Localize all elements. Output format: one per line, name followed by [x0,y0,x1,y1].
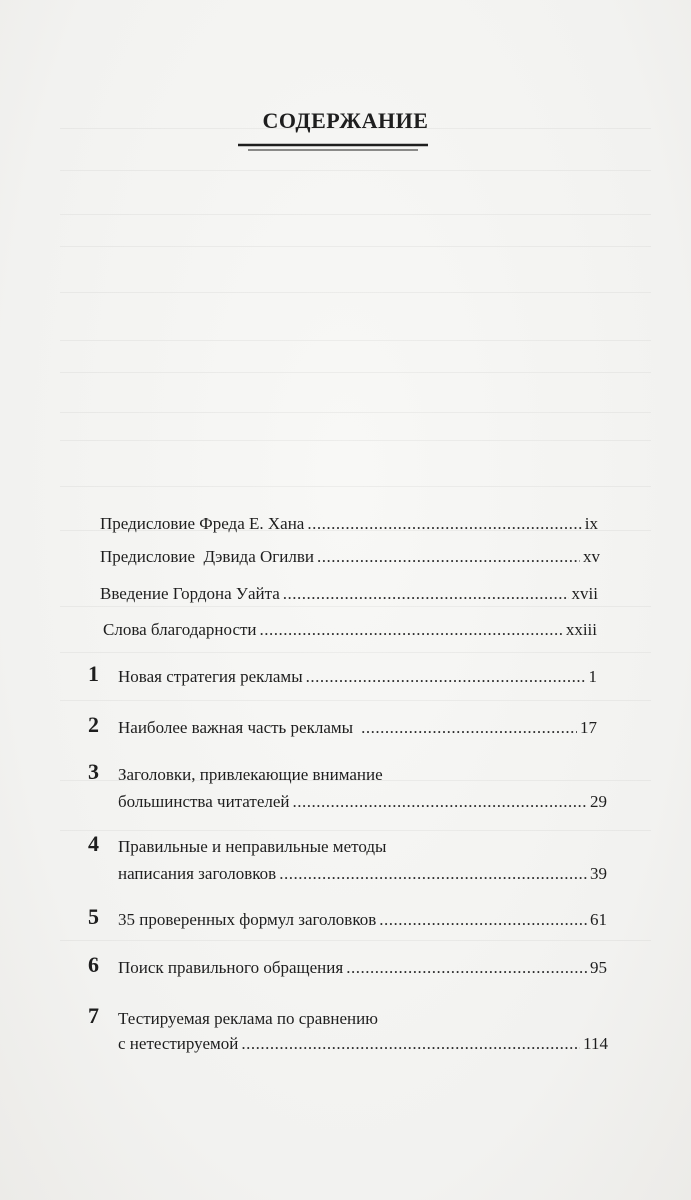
chapter-title-line-1: Тестируемая реклама по сравнению [118,1009,378,1028]
leader-dots [241,1032,580,1056]
chapter-number: 3 [88,759,99,784]
toc-entry-page: xxiii [565,620,597,639]
chapter-number: 2 [88,712,99,737]
chapter-title-line-1: Заголовки, привлекающие внимание [118,765,383,784]
toc-chapter-6[interactable] [118,956,607,980]
toc-entry-acknowledgements[interactable] [103,618,597,642]
toc-chapter-4[interactable] [118,862,607,886]
chapter-number: 4 [88,831,99,856]
chapter-title-line-1: Правильные и неправильные методы [118,837,387,856]
title-underline-ornament [238,140,428,154]
chapter-title: Новая стратегия рекламы [118,667,303,686]
chapter-page: 29 [590,792,607,811]
leader-dots [379,908,587,932]
toc-chapter-1[interactable] [118,665,597,689]
leader-dots [346,956,587,980]
toc-entry-preface-khan[interactable] [100,512,598,536]
toc-entry-preface-ogilvy[interactable] [100,545,600,569]
chapter-page: 114 [583,1034,608,1053]
toc-entry-page: xvii [571,584,598,603]
chapter-number: 6 [88,952,99,977]
chapter-page: 95 [590,958,607,977]
chapter-number: 7 [88,1003,99,1028]
chapter-title: Наиболее важная часть рекламы [118,718,354,737]
toc-entry-title: Введение Гордона Уайта [100,584,280,603]
toc-chapter-3[interactable] [118,790,607,814]
leader-dots [361,716,577,740]
leader-dots [279,862,587,886]
chapter-number: 5 [88,904,99,929]
toc-entry-introduction-white[interactable] [100,582,598,606]
toc-entry-title: Предисловие Фреда Е. Хана [100,514,305,533]
page-title: СОДЕРЖАНИЕ [262,108,429,133]
chapter-number: 1 [88,661,99,686]
chapter-page: 61 [590,910,607,929]
toc-chapter-5[interactable] [118,908,607,932]
chapter-page: 39 [590,864,607,883]
leader-dots [317,545,580,569]
chapter-page: 1 [588,667,597,686]
chapter-title-line-2: написания заголовков [118,864,277,883]
leader-dots [293,790,587,814]
toc-entry-title: Слова благодарности [103,620,257,639]
leader-dots [283,582,569,606]
chapter-title-line-2: большинства читателей [118,792,290,811]
toc-chapter-2[interactable] [118,716,597,740]
leader-dots [307,512,581,536]
chapter-title: Поиск правильного обращения [118,958,344,977]
leader-dots [306,665,586,689]
chapter-title: 35 проверенных формул заголовков [118,910,377,929]
leader-dots [260,618,563,642]
toc-chapter-7[interactable] [118,1032,608,1056]
toc-entry-page: ix [584,514,598,533]
chapter-page: 17 [580,718,597,737]
chapter-title-line-2: с нетестируемой [118,1034,239,1053]
toc-entry-page: xv [583,547,600,566]
toc-entry-title: Предисловие Дэвида Огилви [100,547,314,566]
